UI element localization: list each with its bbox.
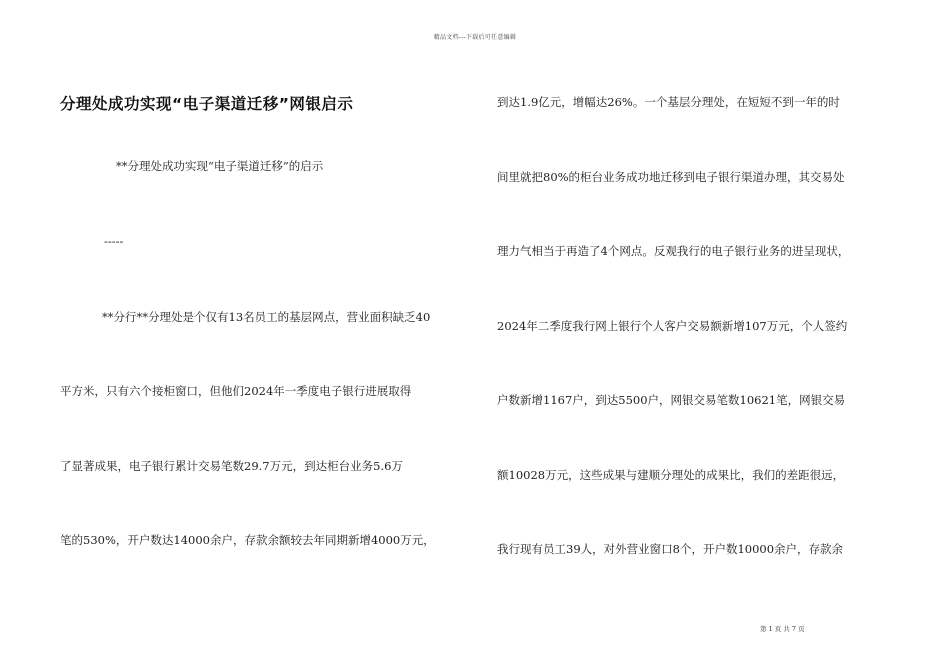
right-column	[497, 0, 892, 672]
separator-line: -----	[104, 234, 124, 248]
paragraph-line: 笔的530%，开户数达14000余户，存款余额较去年同期新增4000万元，	[60, 533, 435, 547]
paragraph-line: 了显著成果，电子银行累计交易笔数29.7万元，到达柜台业务5.6万	[60, 459, 403, 473]
paragraph-line: 额10028万元，这些成果与建顺分理处的成果比，我们的差距很远，	[497, 468, 845, 482]
subtitle-line: **分理处成功实现“电子渠道迁移”的启示	[116, 159, 324, 173]
paragraph-line: 平方米，只有六个接柜窗口，但他们2024年一季度电子银行进展取得	[60, 384, 412, 398]
paragraph-line: 我行现有员工39人，对外营业窗口8个，开户数10000余户，存款余	[497, 542, 844, 556]
paragraph-line: 间里就把80%的柜台业务成功地迁移到电子银行渠道办理，其交易处	[497, 170, 845, 184]
header-note: 精品文档---下载后可任意编辑	[433, 34, 517, 41]
paragraph-line: 理力气相当于再造了4个网点。反观我行的电子银行业务的进呈现状，	[497, 244, 850, 258]
left-column	[60, 0, 470, 672]
paragraph-line: 户数新增1167户，到达5500户，网银交易笔数10621笔，网银交易	[497, 393, 846, 407]
page-number: 第 1 页 共 7 页	[760, 625, 805, 633]
paragraph-line: 到达1.9亿元，增幅达26%。一个基层分理处，在短短不到一年的时	[497, 95, 840, 109]
paragraph-line: 2024年二季度我行网上银行个人客户交易额新增107万元，个人签约	[497, 319, 848, 333]
document-title: 分理处成功实现“电子渠道迁移”网银启示	[60, 95, 354, 113]
paragraph-line: **分行**分理处是个仅有13名员工的基层网点，营业面积缺乏40	[102, 310, 431, 324]
